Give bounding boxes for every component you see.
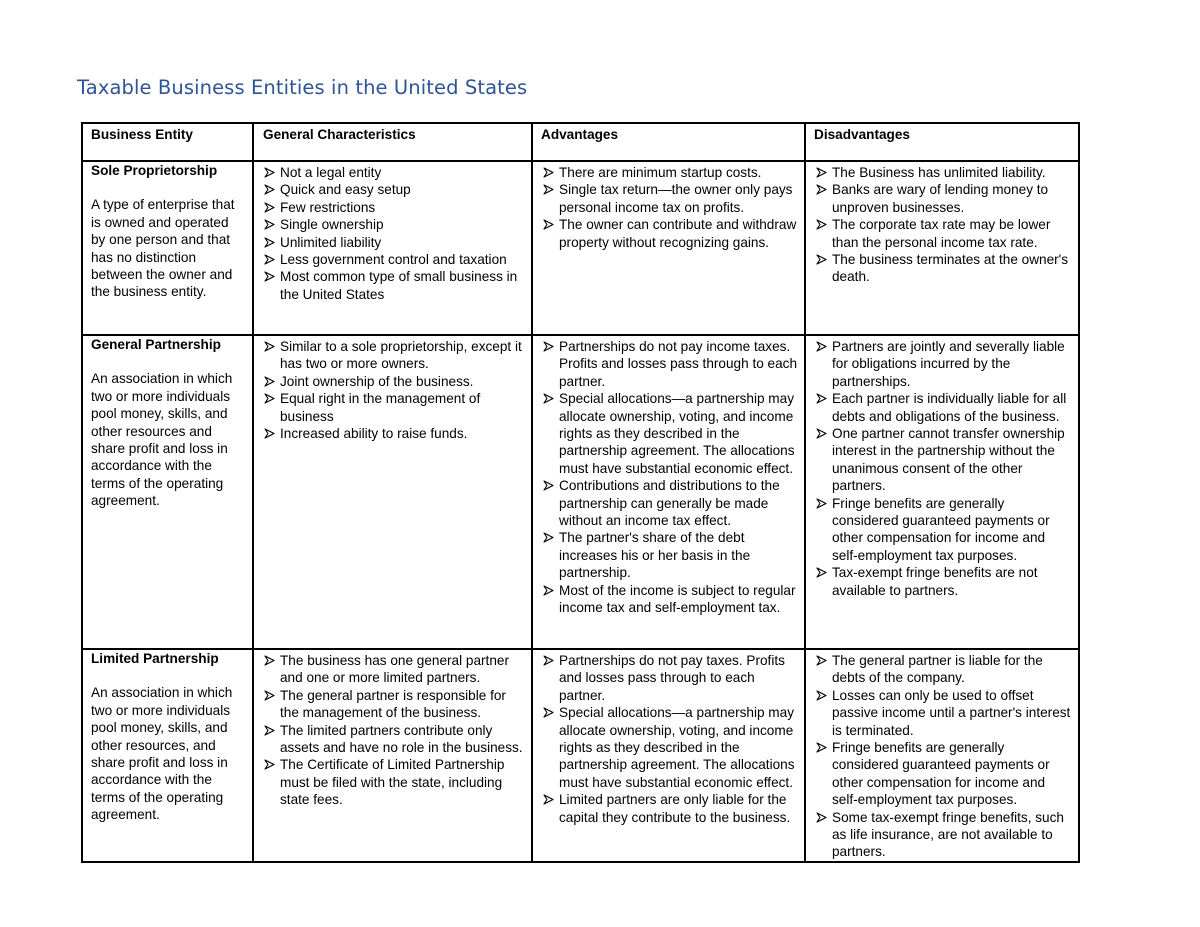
table-row: [82, 335, 1079, 649]
entity-cell: [82, 335, 253, 649]
bullet-list: [814, 650, 1078, 861]
list-item-text: The limited partners contribute only assets and have no role in the business.: [280, 722, 523, 756]
list-item-text: Special allocations—a partnership may allocate ownership, voting, and income rights as they described in the partnership agreement. The allocations must have substantial economic effect.: [559, 705, 795, 790]
list-item: [814, 495, 1078, 565]
list-item-text: Quick and easy setup: [280, 182, 411, 198]
bullet-list: [814, 162, 1078, 286]
arrowhead-bullet-icon: [264, 254, 275, 265]
list-item-text: Partnerships do not pay income taxes. Profits and losses pass through to each partner.: [559, 339, 798, 389]
arrowhead-bullet-icon: [543, 341, 554, 352]
arrowhead-bullet-icon: [816, 393, 827, 404]
arrowhead-bullet-icon: [543, 393, 554, 404]
characteristics-cell: [253, 649, 532, 862]
arrowhead-bullet-icon: [543, 655, 554, 666]
list-item-text: Single tax return—the owner only pays personal income tax on profits.: [559, 182, 793, 215]
arrowhead-bullet-icon: [543, 585, 554, 596]
list-item-text: Each partner is individually liable for all debts and obligations of the business.: [832, 391, 1067, 424]
table-row: [82, 161, 1079, 335]
list-item: [814, 251, 1078, 286]
arrowhead-bullet-icon: [264, 725, 275, 736]
arrowhead-bullet-icon: [264, 428, 275, 439]
arrowhead-bullet-icon: [816, 219, 827, 230]
arrowhead-bullet-icon: [264, 202, 275, 213]
bullet-list: [541, 650, 804, 826]
list-item-text: Increased ability to raise funds.: [280, 426, 468, 442]
list-item: [814, 739, 1078, 809]
list-item-text: The general partner is liable for the debts of the company.: [832, 653, 1043, 686]
list-item-text: Similar to a sole proprietorship, except it has two or more owners.: [280, 339, 522, 372]
entities-table: [81, 122, 1080, 863]
arrowhead-bullet-icon: [816, 341, 827, 352]
arrowhead-bullet-icon: [543, 532, 554, 543]
advantages-cell: [532, 161, 805, 335]
list-item-text: Few restrictions: [280, 199, 376, 215]
list-item-text: Partners are jointly and severally liable for obligations incurred by the partnerships.: [832, 339, 1065, 389]
list-item-text: Most common type of small business in the United States: [280, 269, 518, 302]
list-item-text: One partner cannot transfer ownership interest in the partnership without the unanimous consent of the other partners.: [832, 426, 1065, 494]
list-item-text: Partnerships do not pay taxes. Profits and losses pass through to each partner.: [559, 653, 785, 703]
list-item: [262, 756, 531, 808]
list-item-text: The business terminates at the owner's death.: [832, 252, 1069, 285]
arrowhead-bullet-icon: [816, 812, 827, 823]
list-item: [262, 234, 531, 251]
table-row: [82, 649, 1079, 862]
list-item: [814, 687, 1078, 739]
arrowhead-bullet-icon: [543, 219, 554, 230]
arrowhead-bullet-icon: [543, 794, 554, 805]
list-item-text: Contributions and distributions to the partnership can generally be made without an income tax effect.: [559, 478, 780, 529]
list-item: [814, 181, 1078, 216]
list-item: [541, 704, 804, 791]
entity-description: An association in which two or more individuals pool money, skills, and other resources and share profit and loss in accordance with the terms of the operating agreement.: [91, 371, 233, 509]
list-item-text: The corporate tax rate may be lower than the personal income tax rate.: [832, 217, 1051, 250]
list-item: [814, 425, 1078, 495]
disadvantages-cell: [805, 335, 1079, 649]
list-item-text: Joint ownership of the business.: [280, 373, 474, 389]
list-item: [262, 181, 531, 198]
entity-description: An association in which two or more individuals pool money, skills, and other resources, and share profit and loss in accordance with the terms of the operating agreement.: [91, 685, 233, 823]
list-item: [262, 199, 531, 216]
list-item-text: Most of the income is subject to regular income tax and self-employment tax.: [559, 582, 796, 616]
list-item-text: Less government control and taxation: [280, 252, 507, 268]
list-item: [541, 529, 804, 581]
list-item: [262, 338, 531, 373]
arrowhead-bullet-icon: [816, 167, 827, 178]
list-item: [541, 477, 804, 529]
disadvantages-cell: [805, 161, 1079, 335]
disadvantages-cell: [805, 649, 1079, 862]
list-item-text: The general partner is responsible for the management of the business.: [280, 687, 506, 721]
arrowhead-bullet-icon: [264, 376, 275, 387]
list-item-text: There are minimum startup costs.: [559, 165, 762, 180]
header-advantages: Advantages: [532, 123, 805, 161]
arrowhead-bullet-icon: [816, 254, 827, 265]
list-item: [814, 338, 1078, 390]
list-item-text: Unlimited liability: [280, 234, 382, 250]
arrowhead-bullet-icon: [264, 655, 275, 666]
list-item: [541, 164, 804, 181]
list-item-text: Limited partners are only liable for the capital they contribute to the business.: [559, 792, 791, 825]
list-item: [814, 564, 1078, 599]
entity-description: A type of enterprise that is owned and operated by one person and that has no distinction between the owner and the business entity.: [91, 197, 235, 300]
list-item-text: Fringe benefits are generally considered guaranteed payments or other compensation for income and self-employment tax purposes.: [832, 495, 1050, 563]
list-item: [262, 268, 531, 303]
list-item: [814, 164, 1078, 181]
bullet-list: [262, 336, 531, 442]
list-item-text: Some tax-exempt fringe benefits, such as life insurance, are not available to partners.: [832, 809, 1064, 860]
list-item: [262, 652, 531, 687]
arrowhead-bullet-icon: [816, 428, 827, 439]
arrowhead-bullet-icon: [264, 341, 275, 352]
arrowhead-bullet-icon: [264, 271, 275, 282]
bullet-list: [262, 650, 531, 809]
list-item: [262, 390, 531, 425]
header-business-entity: Business Entity: [82, 123, 253, 161]
list-item-text: Fringe benefits are generally considered guaranteed payments or other compensation for income and self-employment tax purposes.: [832, 740, 1050, 808]
header-disadvantages: Disadvantages: [805, 123, 1079, 161]
arrowhead-bullet-icon: [816, 742, 827, 753]
list-item: [262, 687, 531, 722]
arrowhead-bullet-icon: [264, 237, 275, 248]
list-item-text: Equal right in the management of business: [280, 391, 481, 424]
list-item: [262, 164, 531, 181]
arrowhead-bullet-icon: [816, 498, 827, 509]
list-item-text: The Business has unlimited liability.: [832, 165, 1046, 180]
list-item: [541, 338, 804, 390]
arrowhead-bullet-icon: [264, 393, 275, 404]
list-item: [541, 181, 804, 216]
header-general-characteristics: General Characteristics: [253, 123, 532, 161]
arrowhead-bullet-icon: [264, 690, 275, 701]
arrowhead-bullet-icon: [816, 567, 827, 578]
characteristics-cell: [253, 335, 532, 649]
list-item-text: Tax-exempt fringe benefits are not available to partners.: [832, 565, 1038, 598]
advantages-cell: [532, 335, 805, 649]
bullet-list: [262, 162, 531, 303]
entity-name: General Partnership: [91, 337, 221, 352]
list-item-text: The business has one general partner and one or more limited partners.: [280, 653, 509, 686]
list-item: [262, 722, 531, 757]
entity-cell: [82, 161, 253, 335]
header-row: [82, 123, 1079, 161]
arrowhead-bullet-icon: [543, 184, 554, 195]
arrowhead-bullet-icon: [543, 167, 554, 178]
arrowhead-bullet-icon: [543, 480, 554, 491]
list-item: [262, 425, 531, 442]
bullet-list: [814, 336, 1078, 599]
list-item: [814, 809, 1078, 861]
list-item: [541, 652, 804, 704]
arrowhead-bullet-icon: [816, 690, 827, 701]
list-item: [262, 251, 531, 268]
list-item: [541, 216, 804, 251]
arrowhead-bullet-icon: [264, 167, 275, 178]
advantages-cell: [532, 649, 805, 862]
list-item: [814, 652, 1078, 687]
list-item: [262, 216, 531, 233]
entity-name: Sole Proprietorship: [91, 163, 218, 178]
arrowhead-bullet-icon: [543, 707, 554, 718]
list-item-text: The owner can contribute and withdraw property without recognizing gains.: [559, 217, 797, 250]
list-item-text: Single ownership: [280, 217, 384, 233]
page-title: Taxable Business Entities in the United States: [77, 76, 528, 99]
list-item-text: Special allocations—a partnership may allocate ownership, voting, and income rights as they described in the partnership agreement. The allocations must have substantial economic effect.: [559, 391, 795, 476]
arrowhead-bullet-icon: [816, 184, 827, 195]
characteristics-cell: [253, 161, 532, 335]
list-item: [262, 373, 531, 390]
arrowhead-bullet-icon: [264, 759, 275, 770]
list-item: [541, 390, 804, 477]
list-item: [541, 582, 804, 617]
entity-name: Limited Partnership: [91, 651, 219, 666]
list-item: [541, 791, 804, 826]
bullet-list: [541, 336, 804, 617]
arrowhead-bullet-icon: [264, 184, 275, 195]
bullet-list: [541, 162, 804, 251]
list-item-text: Losses can only be used to offset passive income until a partner's interest is terminated.: [832, 687, 1071, 738]
list-item-text: Not a legal entity: [280, 165, 382, 180]
entity-cell: [82, 649, 253, 862]
list-item-text: The partner's share of the debt increases his or her basis in the partnership.: [559, 530, 751, 581]
list-item: [814, 216, 1078, 251]
list-item-text: The Certificate of Limited Partnership must be filed with the state, including state fees.: [280, 757, 505, 808]
arrowhead-bullet-icon: [816, 655, 827, 666]
arrowhead-bullet-icon: [264, 219, 275, 230]
list-item-text: Banks are wary of lending money to unproven businesses.: [832, 182, 1049, 215]
list-item: [814, 390, 1078, 425]
